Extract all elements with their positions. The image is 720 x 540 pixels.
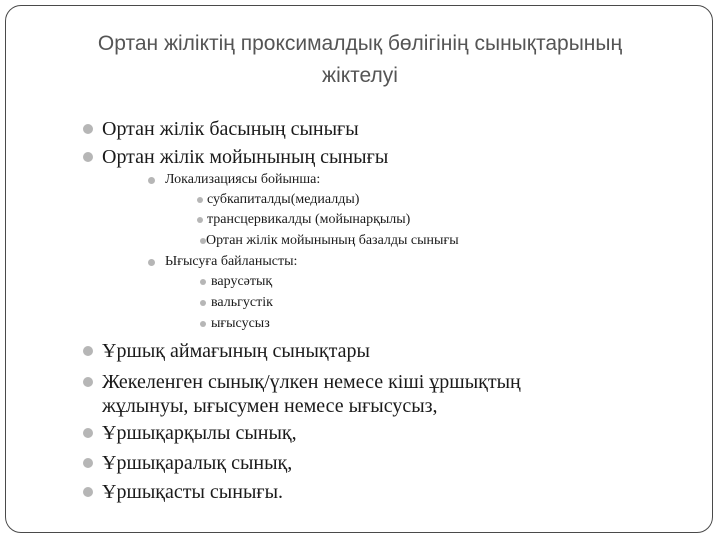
bullet-icon <box>83 346 93 356</box>
list-item: Ортан жілік басының сынығы <box>102 118 359 140</box>
bullet-icon <box>83 428 93 438</box>
list-item-continuation: жұлынуы, ығысумен немесе ығысусыз, <box>102 395 438 417</box>
bullet-icon <box>83 458 93 468</box>
list-item: Ұршықасты сынығы. <box>102 481 284 503</box>
slide-title <box>20 28 700 92</box>
list-item: Ұршықарқылы сынық, <box>102 422 297 444</box>
list-item: ығысусыз <box>211 316 270 331</box>
bullet-icon <box>148 177 155 184</box>
bullet-icon <box>83 124 93 134</box>
bullet-icon <box>200 279 206 285</box>
bullet-icon <box>83 487 93 497</box>
list-item: Жекеленген сынық/үлкен немесе кіші ұршықтың <box>102 371 521 393</box>
list-item: Ұршықаралық сынық, <box>102 452 293 474</box>
list-item: Ортан жілік мойынының сынығы <box>102 146 389 168</box>
bullet-icon <box>83 377 93 387</box>
title-line-2: жіктелуі <box>322 64 398 87</box>
list-item: субкапиталды(медиалды) <box>207 192 360 207</box>
bullet-icon <box>200 300 206 306</box>
list-item: варусəтық <box>211 274 273 289</box>
list-item: Ортан жілік мойынының базалды сынығы <box>206 233 459 248</box>
list-item: Ұршық аймағының сынықтары <box>102 340 370 362</box>
bullet-icon <box>197 217 203 223</box>
bullet-icon <box>148 259 155 266</box>
bullet-icon <box>200 321 206 327</box>
bullet-icon <box>83 152 93 162</box>
title-line-1: Ортан жіліктің проксималдық бөлігінің сынықтарының <box>97 32 623 55</box>
list-item: трансцервикалды (мойынарқылы) <box>207 212 411 227</box>
list-item: Локализациясы бойынша: <box>165 172 321 187</box>
list-item: вальгустік <box>211 295 273 310</box>
bullet-icon <box>197 197 203 203</box>
list-item: Ығысуға байланысты: <box>165 254 298 269</box>
